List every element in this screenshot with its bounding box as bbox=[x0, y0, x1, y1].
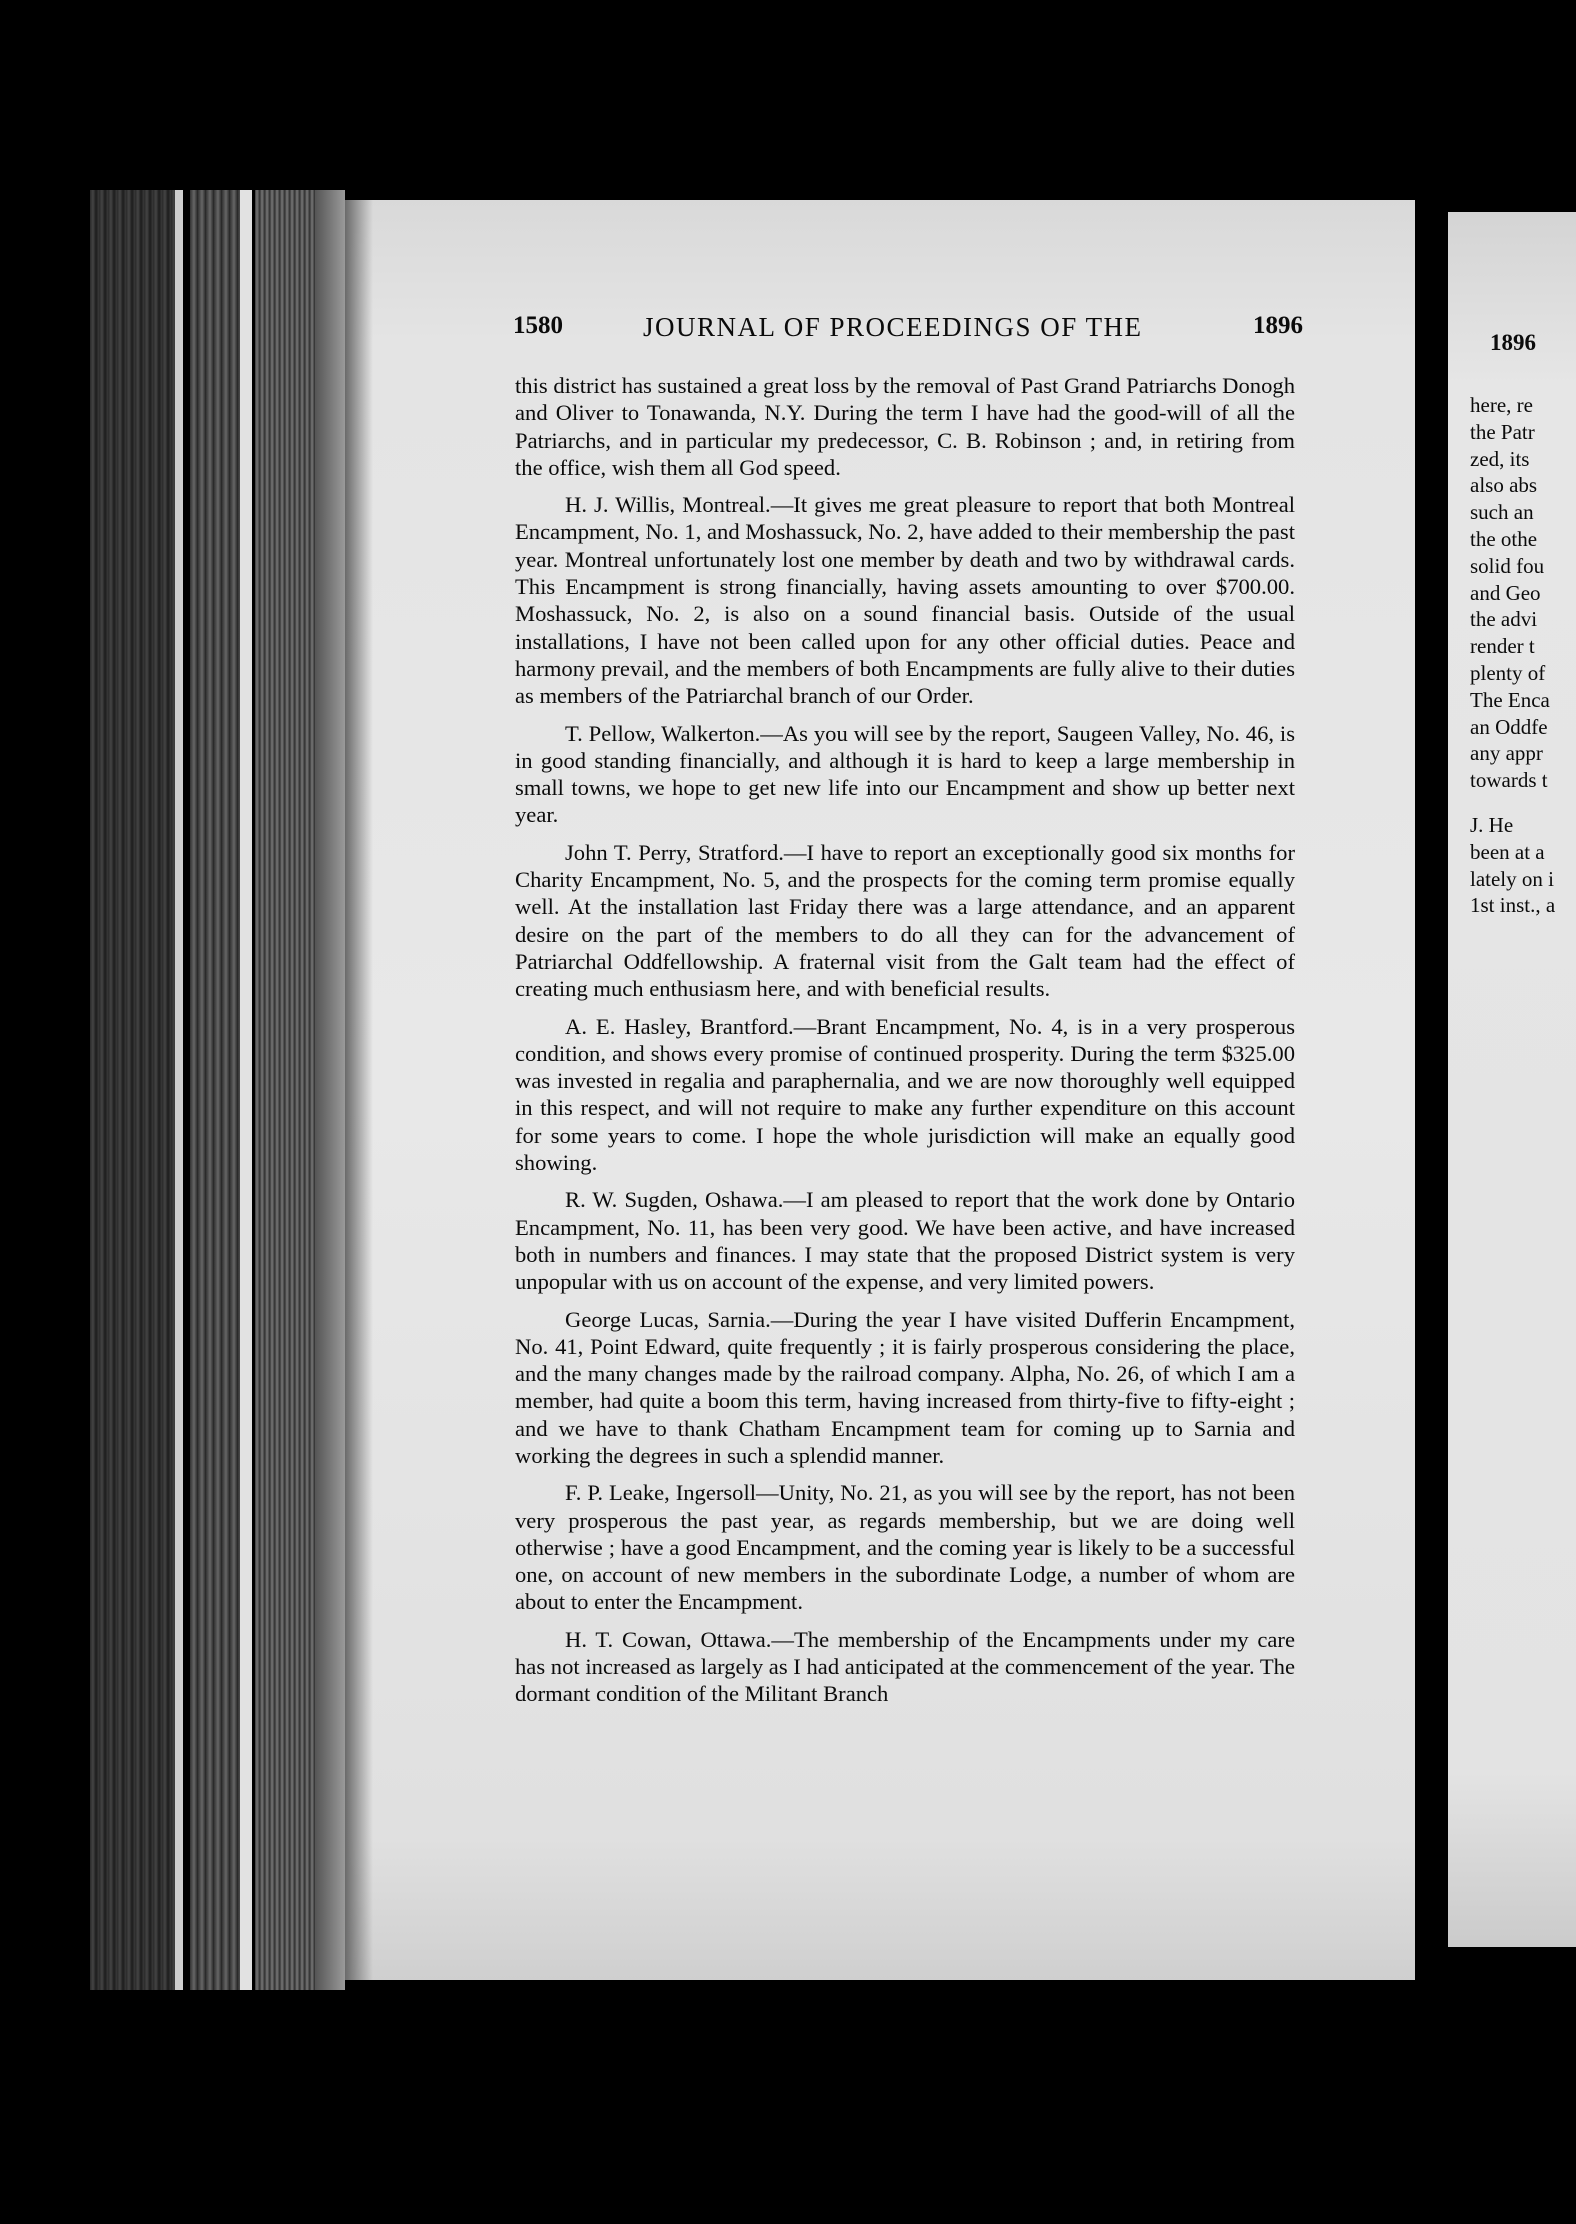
next-page-line: zed, its bbox=[1470, 446, 1530, 471]
header-year: 1896 bbox=[1253, 312, 1303, 339]
next-page-line: lately on i bbox=[1470, 866, 1554, 891]
paragraph: F. P. Leake, Ingersoll—Unity, No. 21, as you will see by the report, has not been very prosperous the past year, as regards membership, but we are doing well otherwise ; have a good Encampment, and the coming year is likely to be a successful one, on account of new members in the subordinate Lodge, a number of whom are about to enter the Encampment. bbox=[515, 1480, 1295, 1615]
journal-title: JOURNAL OF PROCEEDINGS OF THE bbox=[643, 312, 1143, 342]
next-page-line: the othe bbox=[1470, 526, 1538, 551]
page-gutter bbox=[1415, 200, 1448, 1980]
next-page-line: and Geo bbox=[1470, 580, 1541, 605]
binding-edge bbox=[190, 190, 240, 1990]
next-page-line: towards t bbox=[1470, 768, 1548, 793]
next-page-line: solid fou bbox=[1470, 553, 1545, 578]
next-page-line: plenty of bbox=[1470, 660, 1546, 685]
next-page-line: the advi bbox=[1470, 607, 1538, 632]
paragraph: A. E. Hasley, Brantford.—Brant Encampment, No. 4, is in a very prosperous condition, and shows every promise of continued prosperity. During the term $325.00 was invested in regalia and paraphernalia, and we are now thoroughly well equipped in this respect, and will not require to make any further expenditure on this account for some years to come. I hope the whole jurisdiction will make an equally good showing. bbox=[515, 1013, 1295, 1176]
body-text bbox=[515, 372, 1295, 1718]
binding-edge bbox=[240, 190, 252, 1990]
running-head bbox=[513, 312, 1303, 352]
paragraph: George Lucas, Sarnia.—During the year I have visited Dufferin Encampment, No. 41, Point Edward, quite frequently ; it is fairly prosperous considering the place, and the many changes made by the railroad company. Alpha, No. 26, of which I am a member, had quite a boom this term, having increased from thirty-five to fifty-eight ; and we have to thank Chatham Encampment team for coming up to Sarnia and working the degrees in such a splendid manner. bbox=[515, 1306, 1295, 1468]
next-page-line: such an bbox=[1470, 500, 1534, 525]
page-shadow bbox=[345, 200, 373, 1980]
paragraph: this district has sustained a great loss by the removal of Past Grand Patriarchs Donogh and Oliver to Tonawanda, N.Y. During the term I have had the good-will of all the Patriarchs, and in particular my predecessor, C. B. Robinson ; and, in retiring from the office, wish them all God speed. bbox=[515, 373, 1295, 480]
next-page-gap bbox=[1470, 794, 1576, 812]
next-page-line: also abs bbox=[1470, 473, 1538, 498]
next-page-line: any appr bbox=[1470, 741, 1543, 766]
next-page-line: 1st inst., a bbox=[1470, 893, 1556, 918]
next-page-line: an Oddfe bbox=[1470, 714, 1548, 739]
next-page-year: 1896 bbox=[1490, 330, 1536, 355]
paragraph: John T. Perry, Stratford.—I have to report an exceptionally good six months for Charity Encampment, No. 5, and the prospects for the coming term promise equally well. At the installation last Friday there was a large attendance, and an apparent desire on the part of the members to do all they can for the advancement of Patriarchal Oddfellowship. A fraternal visit from the Galt team had the effect of creating much enthusiasm here, and with beneficial results. bbox=[515, 839, 1295, 1002]
next-page-line: here, re bbox=[1470, 393, 1533, 417]
paragraph: H. T. Cowan, Ottawa.—The membership of the Encampments under my care has not increased as largely as I had anticipated at the commencement of the year. The dormant condition of the Militant Branch bbox=[515, 1626, 1295, 1707]
binding-edge bbox=[90, 190, 175, 1990]
next-page-line: render t bbox=[1470, 634, 1535, 659]
paragraph: T. Pellow, Walkerton.—As you will see by the report, Saugeen Valley, No. 46, is in good standing financially, and although it is hard to keep a large membership in small towns, we hope to get new life into our Encampment and show up better next year. bbox=[515, 720, 1295, 828]
next-page-edge bbox=[1448, 212, 1576, 1947]
paragraph: H. J. Willis, Montreal.—It gives me great pleasure to report that both Montreal Encampment, No. 1, and Moshassuck, No. 2, have added to their membership the past year. Montreal unfortunately lost one member by death and two by withdrawal cards. This Encampment is strong financially, having assets amounting to over $700.00. Moshassuck, No. 2, is also on a sound financial basis. Outside of the usual installations, I have not been called upon for any other official duties. Peace and harmony prevail, and the members of both Encampments are fully alive to their duties as members of the Patriarchal branch of our Order. bbox=[515, 492, 1295, 709]
binding-edge bbox=[175, 190, 183, 1990]
paragraph: R. W. Sugden, Oshawa.—I am pleased to report that the work done by Ontario Encampment, No. 11, has been very good. We have been active, and have increased both in numbers and finances. I may state that the proposed District system is very unpopular with us on account of the expense, and very limited powers. bbox=[515, 1187, 1295, 1295]
next-page-text bbox=[1470, 392, 1576, 919]
binding-edge bbox=[255, 190, 315, 1990]
next-page-line: The Enca bbox=[1470, 687, 1550, 712]
next-page-line: the Patr bbox=[1470, 419, 1535, 444]
binding-edge bbox=[315, 190, 345, 1990]
next-page-line: J. He bbox=[1470, 812, 1514, 837]
next-page-line: been at a bbox=[1470, 839, 1545, 864]
page-number: 1580 bbox=[513, 312, 563, 339]
main-page bbox=[345, 200, 1415, 1980]
